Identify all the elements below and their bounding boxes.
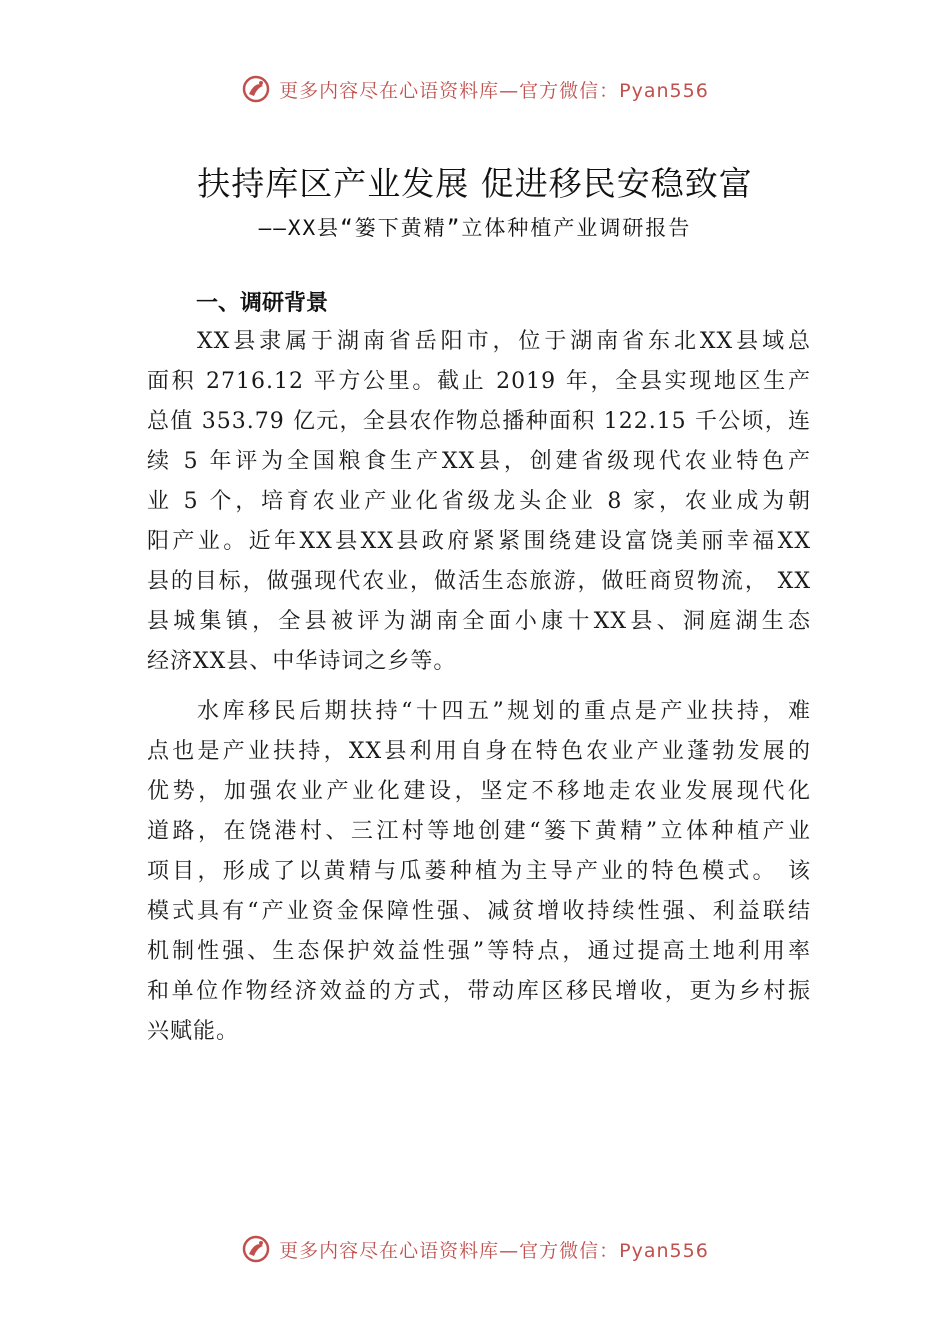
- paragraph-2: [147, 692, 811, 1052]
- paragraph-line: 机制性强、生态保护效益性强”等特点，通过提高土地利用率: [147, 939, 811, 964]
- footer-watermark: [0, 1234, 950, 1264]
- paragraph-line: 县城集镇，全县被评为湖南全面小康十XX县、洞庭湖生态: [147, 609, 811, 634]
- paragraph-line: 优势，加强农业产业化建设，坚定不移地走农业发展现代化: [147, 779, 811, 804]
- paragraph-line: 和单位作物经济效益的方式，带动库区移民增收，更为乡村振: [147, 979, 811, 1004]
- paragraph-line: 经济XX县、中华诗词之乡等。: [147, 649, 457, 674]
- paragraph-line: 业 5 个，培育农业产业化省级龙头企业 8 家，农业成为朝: [147, 489, 811, 514]
- paragraph-line: 续 5 年评为全国粮食生产XX县，创建省级现代农业特色产: [147, 449, 811, 474]
- watermark-logo-icon: [241, 74, 271, 104]
- paragraph-line: 总值 353.79 亿元，全县农作物总播种面积 122.15 千公顷，连: [147, 409, 811, 434]
- paragraph-line: 县的目标，做强现代农业，做活生态旅游，做旺商贸物流， XX: [147, 569, 811, 594]
- document-title: 扶持库区产业发展 促进移民安稳致富: [197, 164, 753, 203]
- document-subtitle: ——XX县“篓下黄精”立体种植产业调研报告: [258, 216, 692, 240]
- watermark-text: 更多内容尽在心语资料库—官方微信：Pyan556: [279, 79, 709, 102]
- paragraph-line: 兴赋能。: [147, 1019, 240, 1044]
- paragraph-line: XX县隶属于湖南省岳阳市，位于湖南省东北XX县域总: [197, 329, 811, 354]
- paragraph-line: 点也是产业扶持，XX县利用自身在特色农业产业蓬勃发展的: [147, 739, 811, 764]
- paragraph-line: 面积 2716.12 平方公里。截止 2019 年，全县实现地区生产: [147, 369, 811, 394]
- section-heading: 一、调研背景: [196, 291, 329, 316]
- header-watermark: [0, 74, 950, 104]
- paragraph-1: [147, 322, 811, 682]
- paragraph-line: 模式具有“产业资金保障性强、减贫增收持续性强、利益联结: [147, 899, 811, 924]
- watermark-text: 更多内容尽在心语资料库—官方微信：Pyan556: [279, 1239, 709, 1262]
- watermark-logo-icon: [241, 1234, 271, 1264]
- paragraph-line: 项目，形成了以黄精与瓜蒌种植为主导产业的特色模式。 该: [147, 859, 811, 884]
- paragraph-line: 阳产业。近年XX县XX县政府紧紧围绕建设富饶美丽幸福XX: [147, 529, 811, 554]
- paragraph-line: 道路，在饶港村、三江村等地创建“篓下黄精”立体种植产业: [147, 819, 811, 844]
- paragraph-line: 水库移民后期扶持“十四五”规划的重点是产业扶持，难: [197, 699, 811, 724]
